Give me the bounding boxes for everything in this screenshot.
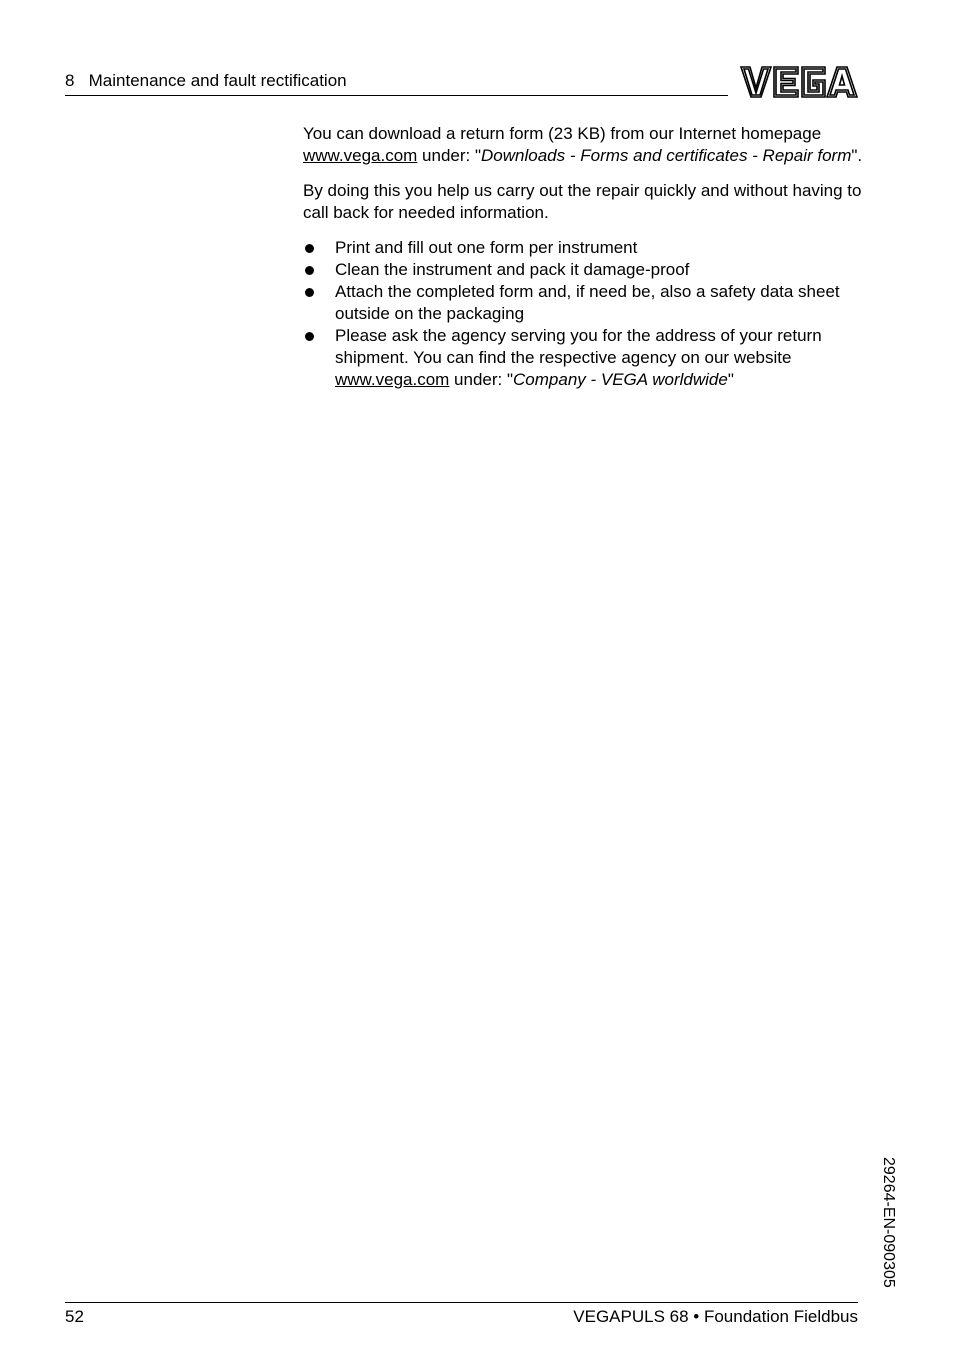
bullet-icon	[305, 244, 314, 253]
bullet-icon	[305, 332, 314, 341]
main-content	[303, 123, 863, 391]
bullet-icon	[305, 266, 314, 275]
footer-product-name: VEGAPULS 68 • Foundation Fieldbus	[573, 1307, 858, 1326]
document-code: 29264-EN-090305	[880, 1157, 897, 1288]
list-item: Please ask the agency serving you for the address of your return shipment. You can find the respective agency on our website www.vega.com under: "Company - VEGA worldwide"	[303, 325, 863, 391]
bullet-icon	[305, 288, 314, 297]
vega-website-link[interactable]: www.vega.com	[335, 370, 450, 389]
vega-website-link[interactable]: www.vega.com	[303, 146, 418, 165]
download-path: Downloads - Forms and certificates - Repair form	[481, 146, 852, 165]
footer-divider	[65, 1302, 858, 1303]
repair-info-paragraph: By doing this you help us carry out the repair quickly and without having to call back for needed information.	[303, 181, 862, 222]
return-form-paragraph: You can download a return form (23 KB) from our Internet homepage www.vega.com under: "Downloads - Forms and certificates - Repair form".	[303, 124, 863, 165]
company-path: Company - VEGA worldwide	[513, 370, 728, 389]
list-item: Attach the completed form and, if need be, also a safety data sheet outside on the packaging	[303, 281, 863, 325]
list-item: Print and fill out one form per instrument	[303, 237, 863, 259]
header-divider	[65, 95, 728, 96]
page-number: 52	[65, 1307, 84, 1326]
list-item: Clean the instrument and pack it damage-proof	[303, 259, 863, 281]
vega-logo	[740, 66, 858, 98]
section-header-title: 8 Maintenance and fault rectification	[65, 71, 347, 90]
instruction-list	[303, 237, 863, 391]
